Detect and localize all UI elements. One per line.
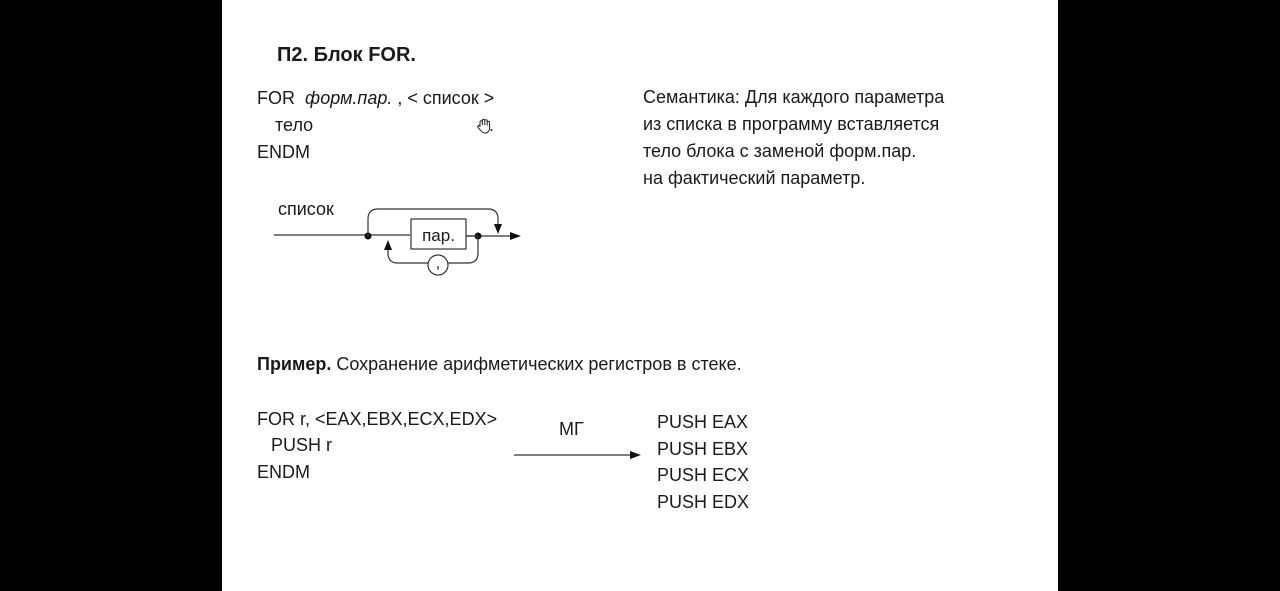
example-code-line-2: PUSH r (271, 435, 333, 455)
arrow-label: МГ (559, 419, 584, 439)
diagram-exit-arrow (510, 232, 521, 240)
result-line: PUSH EAX (657, 412, 749, 432)
result-line: PUSH EDX (657, 491, 750, 512)
slide-title: П2. Блок FOR. (277, 44, 416, 66)
hand-cursor-icon (475, 116, 495, 136)
formal-param: форм.пар. (305, 88, 393, 108)
example-code-line-1: FOR r, <EAX,EBX,ECX,EDX> (257, 409, 498, 429)
slide (222, 0, 1058, 591)
syntax-body: тело (275, 115, 314, 135)
result-line: PUSH ECX (657, 465, 750, 485)
semantics-line-4: на фактический параметр. (643, 168, 866, 188)
for-keyword: FOR (257, 88, 295, 108)
example-heading (257, 353, 742, 375)
semantics-line-3: тело блока с заменой форм.пар. (643, 141, 917, 161)
example-heading-text: Сохранение арифметических регистров в стеке. (331, 354, 742, 374)
expansion-arrow (514, 448, 644, 462)
param-box-label: пар. (422, 226, 455, 245)
example-code-line-3: ENDM (257, 462, 310, 482)
semantics-line-1: Семантика: Для каждого параметра (643, 87, 945, 107)
syntax-line-1 (257, 87, 494, 109)
diagram-repeat-arrow (384, 240, 392, 250)
diagram-bypass-arrow (494, 224, 502, 234)
semantics-line-2: из списка в программу вставляется (643, 114, 940, 134)
list-param: , < список > (397, 88, 495, 108)
result-line: PUSH EBX (657, 438, 749, 459)
separator-label: , (435, 255, 441, 272)
example-heading-bold: Пример. (257, 354, 332, 374)
syntax-endm: ENDM (257, 142, 310, 162)
diagram-label: список (278, 199, 334, 219)
syntax-diagram (262, 195, 532, 285)
